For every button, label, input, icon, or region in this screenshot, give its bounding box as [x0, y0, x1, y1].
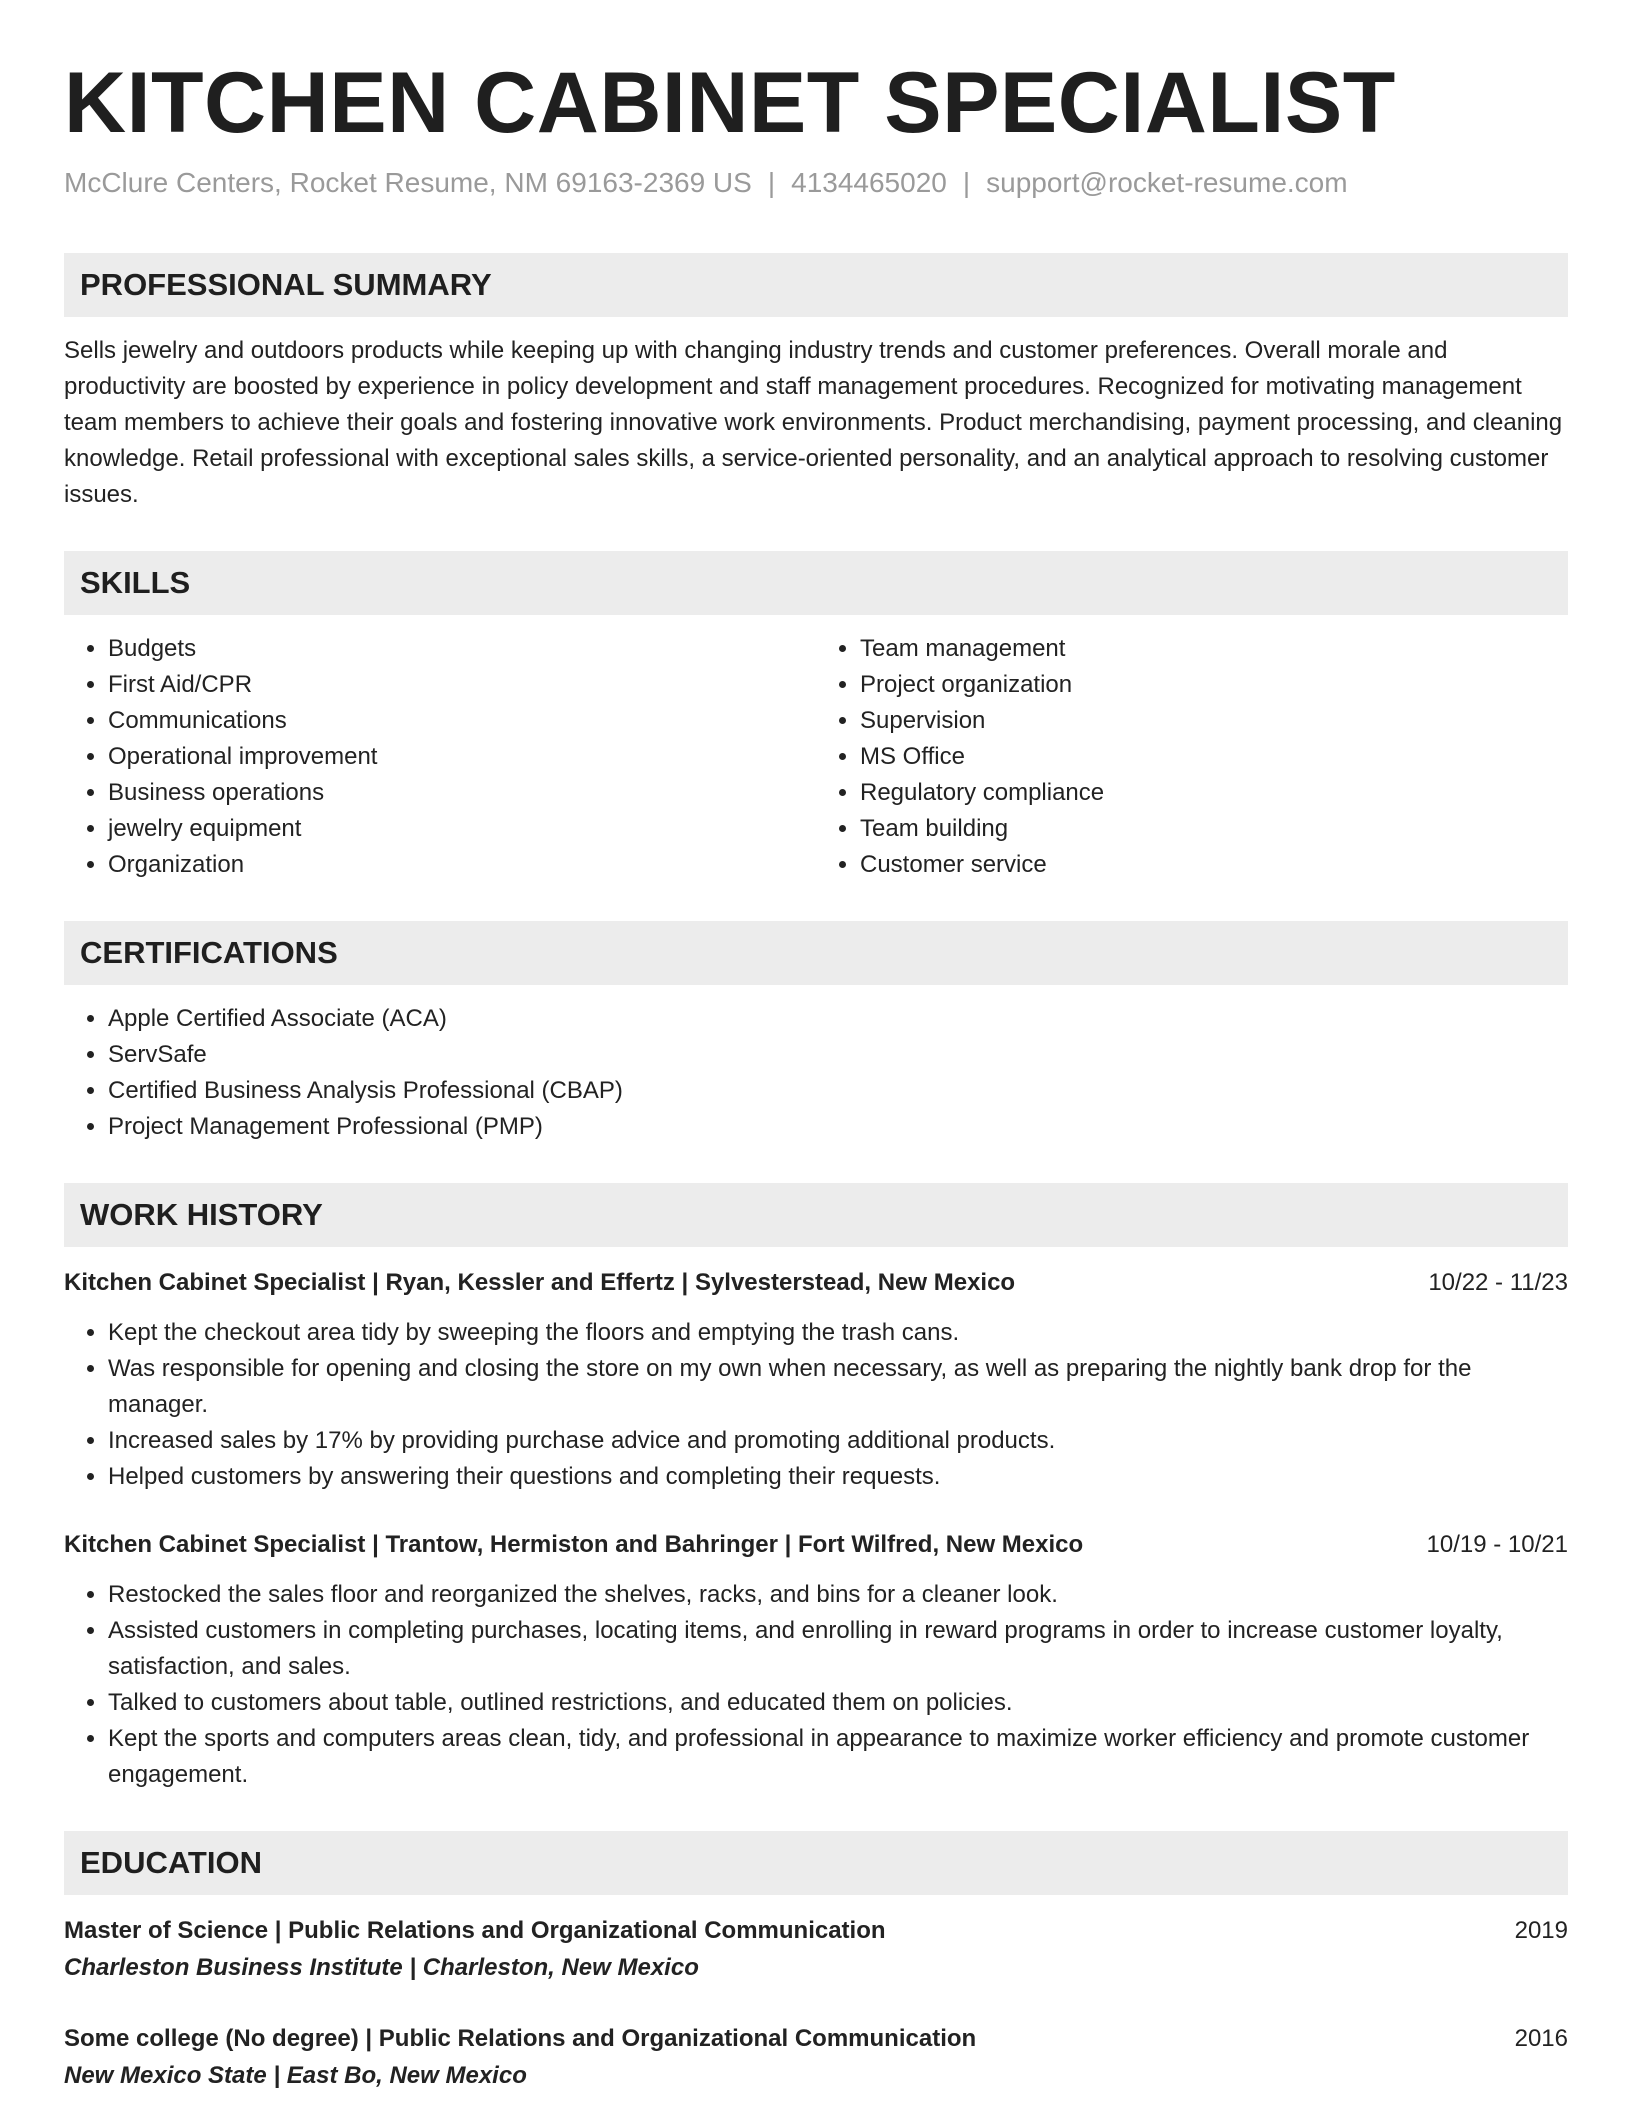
contact-separator: |: [767, 166, 776, 198]
list-item: • Operational improvement: [108, 739, 816, 775]
list-item: • Customer service: [860, 847, 1568, 883]
page-title: KITCHEN CABINET SPECIALIST: [64, 55, 1396, 151]
list-item: • Helped customers by answering their questions and completing their requests.: [108, 1459, 1568, 1495]
education-entry: [64, 2021, 1568, 2095]
contact-line: [64, 165, 1568, 201]
list-item: • Team management: [860, 631, 1568, 667]
education-header: [64, 1913, 1568, 1949]
job-date: 10/19 - 10/21: [1426, 1530, 1568, 1558]
list-item: • MS Office: [860, 739, 1568, 775]
list-item: • Regulatory compliance: [860, 775, 1568, 811]
job-bullets: [64, 1577, 1568, 1793]
job-title: Kitchen Cabinet Specialist | Ryan, Kessler and Effertz | Sylvesterstead, New Mexico: [64, 1268, 1016, 1296]
list-item: • Talked to customers about table, outlined restrictions, and educated them on policies.: [108, 1685, 1568, 1721]
education-date: 2019: [1514, 1916, 1568, 1944]
list-item: • Budgets: [108, 631, 816, 667]
section-heading-summary: PROFESSIONAL SUMMARY: [64, 253, 1568, 317]
list-item: • jewelry equipment: [108, 811, 816, 847]
section-heading-skills: SKILLS: [64, 551, 1568, 615]
list-item: • Project Management Professional (PMP): [108, 1109, 1568, 1145]
job-entry: [64, 1265, 1568, 1495]
job-date: 10/22 - 11/23: [1428, 1268, 1568, 1296]
job-entry: [64, 1527, 1568, 1793]
job-header: [64, 1527, 1568, 1563]
list-item: • Was responsible for opening and closing the store on my own when necessary, as well as preparing the nightly bank drop for the manager.: [108, 1351, 1568, 1423]
job-bullets: [64, 1315, 1568, 1495]
section-heading-work-history: WORK HISTORY: [64, 1183, 1568, 1247]
list-item: • First Aid/CPR: [108, 667, 816, 703]
education-entry: [64, 1913, 1568, 1987]
list-item: • Apple Certified Associate (ACA): [108, 1001, 1568, 1037]
list-item: • ServSafe: [108, 1037, 1568, 1073]
list-item: • Kept the checkout area tidy by sweeping the floors and emptying the trash cans.: [108, 1315, 1568, 1351]
list-item: • Organization: [108, 847, 816, 883]
contact-phone: 4134465020: [791, 166, 947, 198]
list-item: • Team building: [860, 811, 1568, 847]
certifications-list: [64, 1001, 1568, 1145]
list-item: • Kept the sports and computers areas clean, tidy, and professional in appearance to maximize worker efficiency and promote customer engagement.: [108, 1721, 1568, 1793]
section-heading-certifications: CERTIFICATIONS: [64, 921, 1568, 985]
list-item: • Restocked the sales floor and reorganized the shelves, racks, and bins for a cleaner look.: [108, 1577, 1568, 1613]
list-item: • Supervision: [860, 703, 1568, 739]
contact-separator: |: [962, 166, 971, 198]
list-item: • Assisted customers in completing purchases, locating items, and enrolling in reward programs in order to increase customer loyalty, satisfaction, and sales.: [108, 1613, 1568, 1685]
education-school: New Mexico State | East Bo, New Mexico: [64, 2061, 527, 2089]
education-degree: Master of Science | Public Relations and Organizational Communication: [64, 1916, 886, 1944]
skills-column-right: [816, 631, 1568, 883]
education-header: [64, 2021, 1568, 2057]
list-item: • Project organization: [860, 667, 1568, 703]
section-heading-education: EDUCATION: [64, 1831, 1568, 1895]
list-item: • Business operations: [108, 775, 816, 811]
list-item: • Certified Business Analysis Professional (CBAP): [108, 1073, 1568, 1109]
job-title: Kitchen Cabinet Specialist | Trantow, Hermiston and Bahringer | Fort Wilfred, New Mexico: [64, 1530, 1084, 1558]
skills-column-left: [64, 631, 816, 883]
list-item: • Communications: [108, 703, 816, 739]
contact-address: McClure Centers, Rocket Resume, NM 69163-2369 US: [64, 166, 752, 198]
education-school: Charleston Business Institute | Charleston, New Mexico: [64, 1953, 699, 1981]
contact-email: support@rocket-resume.com: [986, 166, 1348, 198]
skills-grid: [64, 615, 1568, 883]
education-degree: Some college (No degree) | Public Relations and Organizational Communication: [64, 2024, 977, 2052]
job-header: [64, 1265, 1568, 1301]
summary-text: Sells jewelry and outdoors products while keeping up with changing industry trends and customer preferences. Overall morale and productivity are boosted by experience in policy development and staff management procedures. Recognized for motivating management team members to achieve their goals and fostering innovative work environments. Product merchandising, payment processing, and cleaning knowledge. Retail professional with exceptional sales skills, a service-oriented personality, and an analytical approach to resolving customer issues.: [64, 336, 1563, 508]
list-item: • Increased sales by 17% by providing purchase advice and promoting additional products.: [108, 1423, 1568, 1459]
education-date: 2016: [1514, 2024, 1568, 2052]
